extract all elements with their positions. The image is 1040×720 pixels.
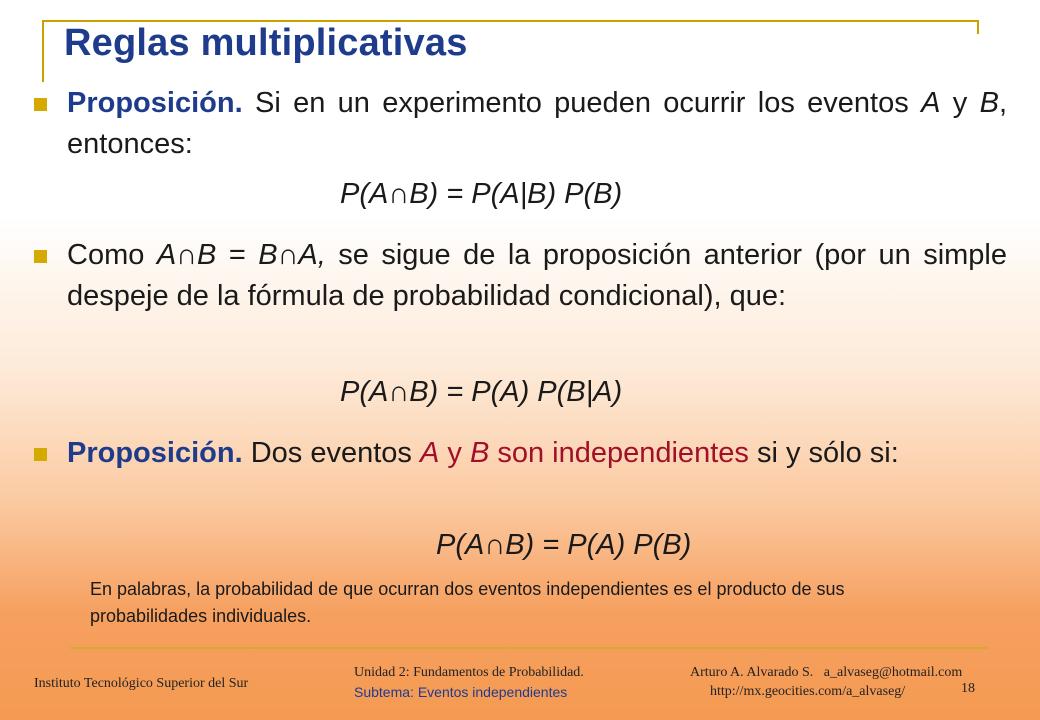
- footer-author: Arturo A. Alvarado S. a_alvaseg@hotmail.com: [690, 665, 963, 680]
- paragraph-2: Como A∩B = B∩A, se sigue de la proposición anterior (por un simple despeje de la fórmula de probabilidad condicional), que:: [67, 239, 1007, 312]
- proposition-1: Proposición. Si en un experimento pueden ocurrir los eventos A y B, entonces:: [67, 87, 1007, 160]
- bullet-3-marker: [34, 448, 47, 461]
- formula-3: P(A∩B) = P(A) P(B): [436, 529, 692, 561]
- explanatory-note: En palabras, la probabilidad de que ocurran dos eventos independientes es el producto de sus probabilidades individuales.: [90, 579, 845, 626]
- title-frame-right: [977, 20, 979, 34]
- footer-separator: [70, 647, 988, 649]
- footer-subtopic: Subtema: Eventos independientes: [354, 684, 568, 700]
- page-number: 18: [961, 681, 975, 696]
- footer-institution: Instituto Tecnológico Superior del Sur: [34, 676, 249, 691]
- proposition-1-heading: Proposición.: [67, 87, 243, 119]
- formula-2: P(A∩B) = P(A) P(B|A): [340, 376, 623, 408]
- proposition-3: Proposición. Dos eventos A y B son independientes si y sólo si:: [67, 437, 899, 469]
- slide-title: Reglas multiplicativas: [64, 22, 468, 64]
- footer-unit: Unidad 2: Fundamentos de Probabilidad.: [354, 665, 584, 680]
- footer-url[interactable]: http://mx.geocities.com/a_alvaseg/: [710, 684, 906, 699]
- bullet-1-marker: [34, 98, 47, 111]
- title-frame-left: [42, 20, 44, 82]
- proposition-3-heading: Proposición.: [67, 437, 243, 469]
- formula-1: P(A∩B) = P(A|B) P(B): [340, 178, 623, 210]
- bullet-2-marker: [34, 250, 47, 263]
